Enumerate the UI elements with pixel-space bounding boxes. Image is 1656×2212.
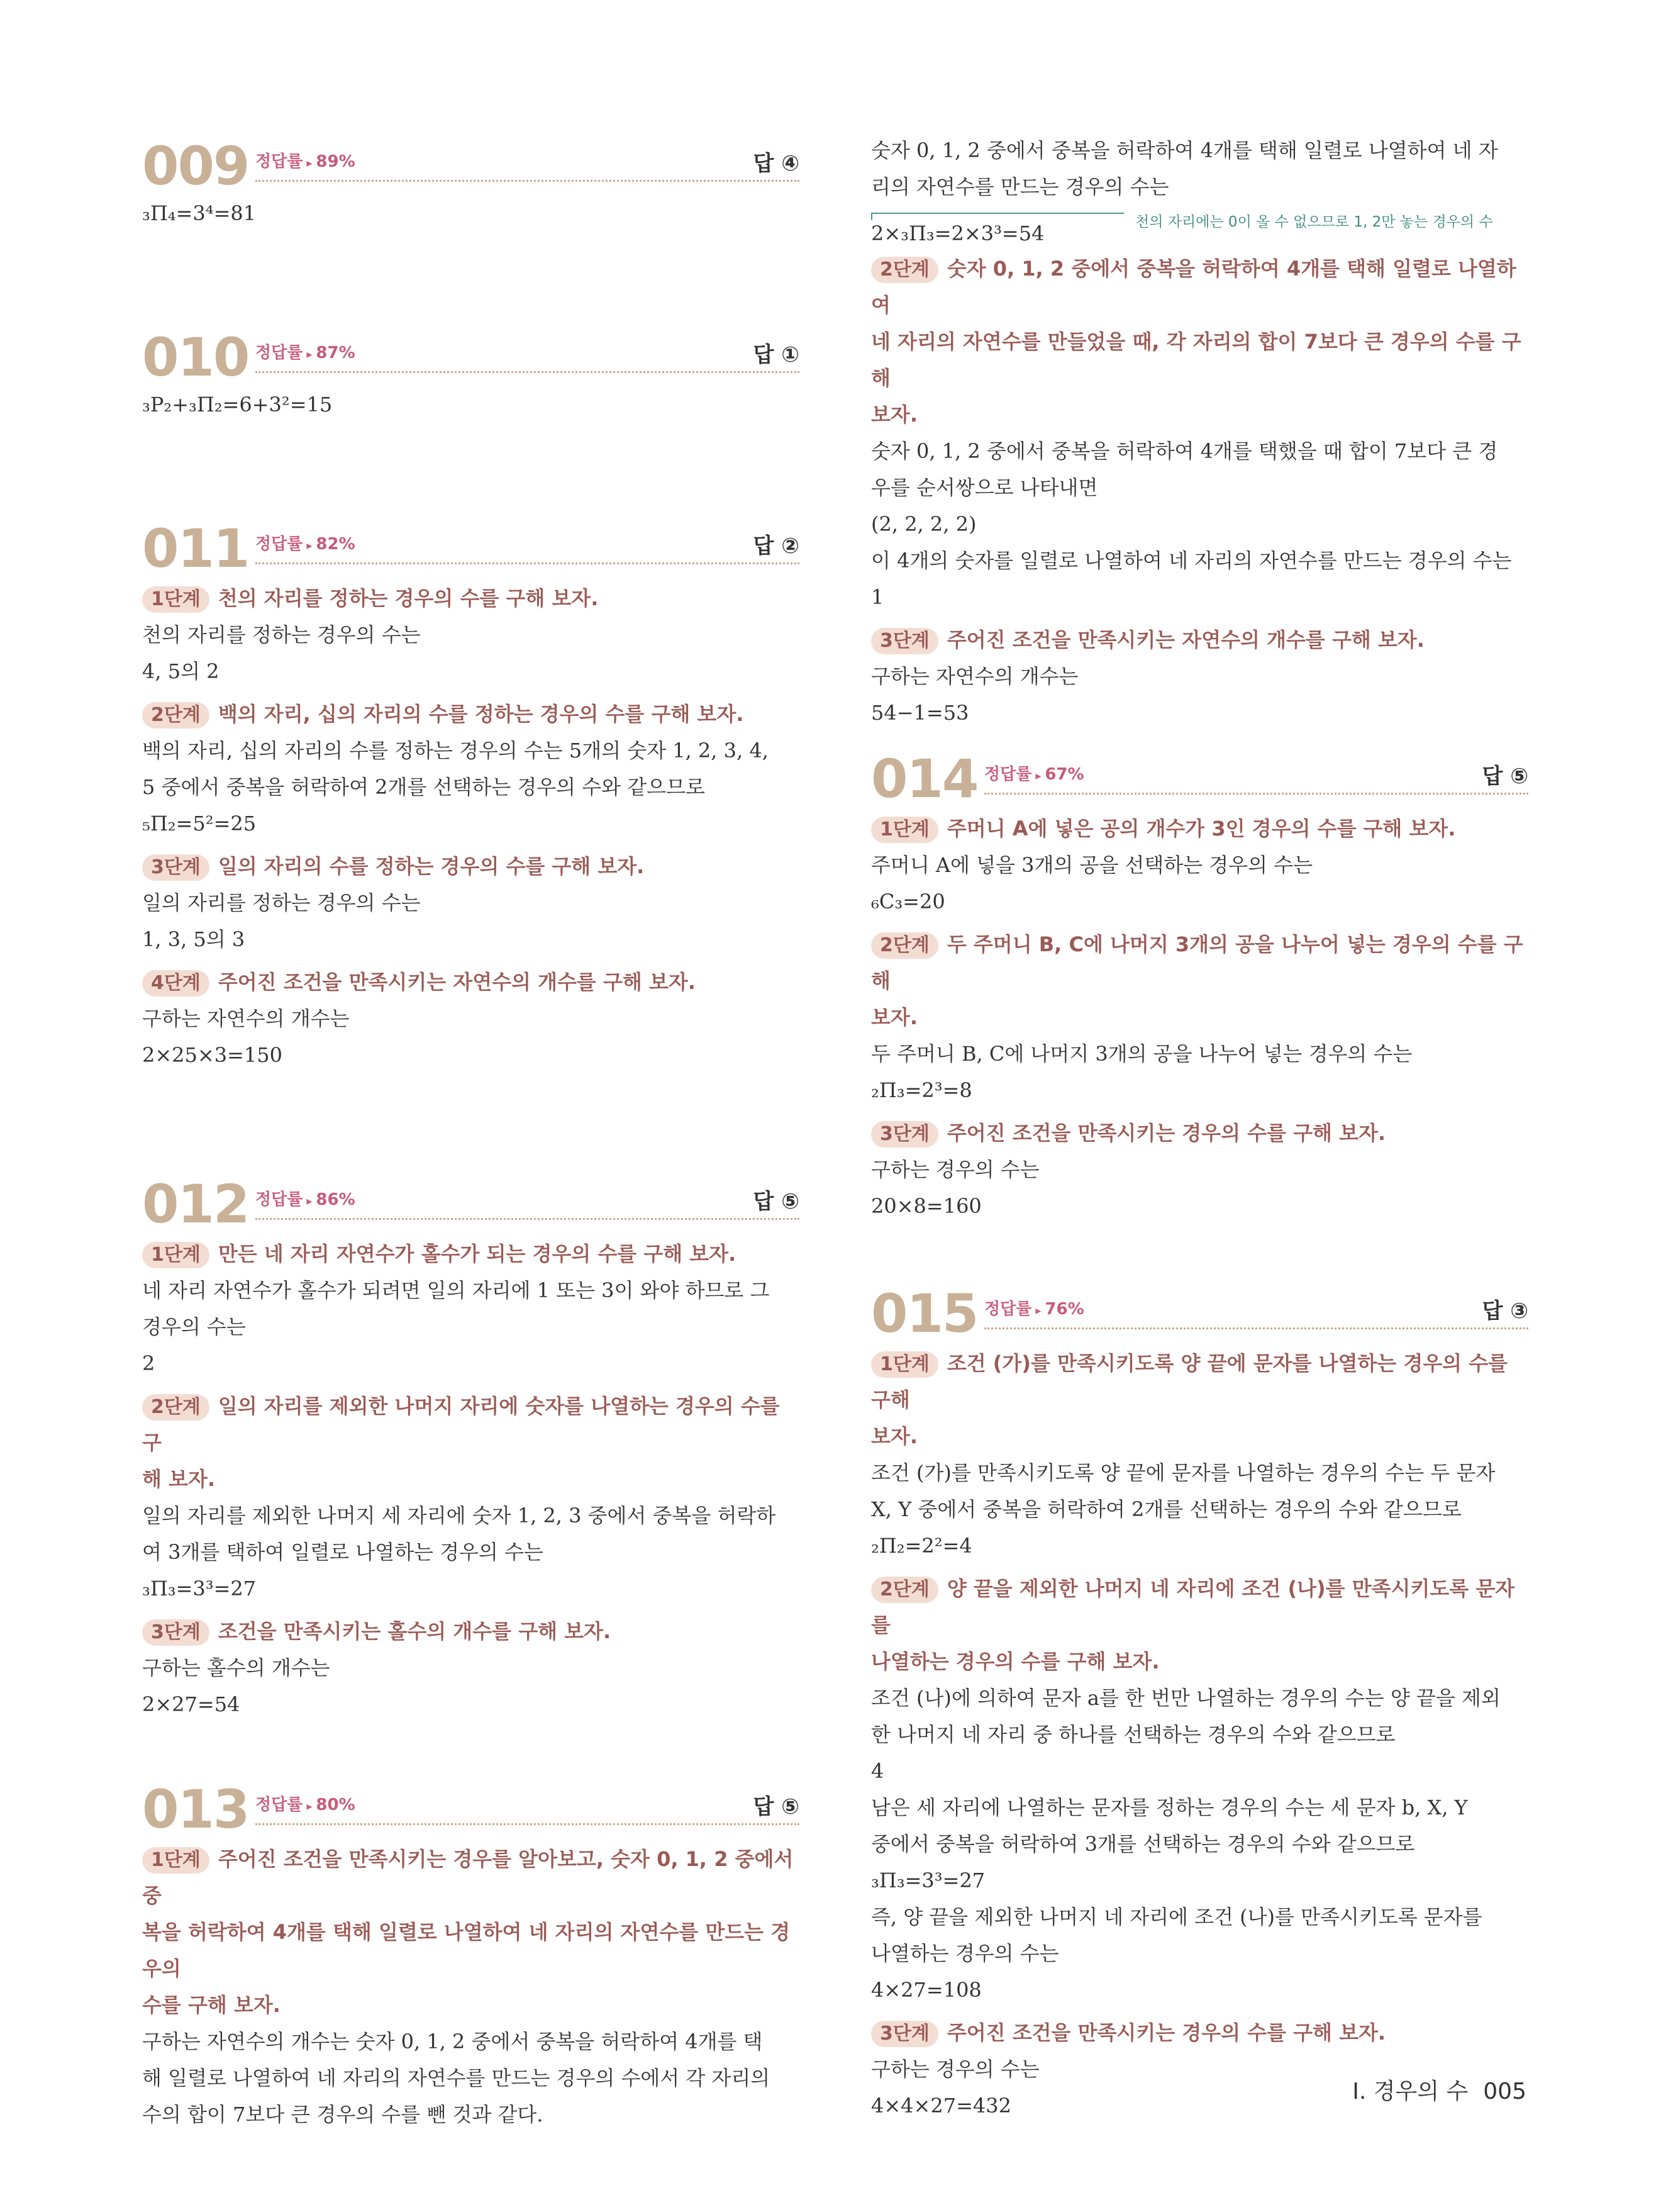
solution-line: 1 [871, 585, 884, 609]
solution-line: 백의 자리, 십의 자리의 수를 정하는 경우의 수는 5개의 숫자 1, 2, 3, 4, [142, 739, 769, 762]
step-heading: 3단계 주어진 조건을 만족시키는 자연수의 개수를 구해 보자. [871, 622, 1528, 658]
dotted-divider [255, 562, 799, 564]
step-heading: 2단계 일의 자리를 제외한 나머지 자리에 숫자를 나열하는 경우의 수를 구 [142, 1394, 780, 1455]
page-footer [1352, 2074, 1526, 2106]
solution-line: 우를 순서쌍으로 나타내면 [871, 476, 1098, 500]
correct-rate: 정답률 ▸ 80% [255, 1796, 355, 1814]
step-badge: 1단계 [142, 1242, 209, 1268]
solution-line: 2×₃Π₃=2×3³=54 [871, 221, 1045, 245]
problem-015 [871, 1282, 1528, 2124]
solution-line: 1, 3, 5의 3 [142, 927, 245, 951]
step-heading-cont: 나열하는 경우의 수를 구해 보자. [871, 1650, 1160, 1673]
step-badge: 1단계 [142, 586, 209, 613]
step-badge: 1단계 [871, 1351, 938, 1378]
solution-line: 남은 세 자리에 나열하는 문자를 정하는 경우의 수는 세 문자 b, X, Y [871, 1796, 1468, 1819]
correct-rate: 정답률 ▸ 67% [984, 765, 1084, 784]
dotted-divider [255, 180, 799, 182]
step-heading: 1단계 조건 (가)를 만족시키도록 양 끝에 문자를 나열하는 경우의 수를 구해 [871, 1351, 1508, 1412]
solution-line: 2 [142, 1351, 155, 1375]
step-heading: 2단계 숫자 0, 1, 2 중에서 중복을 허락하여 4개를 택해 일렬로 나열하여 [871, 257, 1516, 317]
step-heading-cont: 보자. [871, 1005, 918, 1029]
solution-line: 구하는 자연수의 개수는 숫자 0, 1, 2 중에서 중복을 허락하여 4개를 택 [142, 2030, 763, 2053]
solution-line: ₂Π₃=2³=8 [871, 1078, 972, 1102]
solution-line: 두 주머니 B, C에 나머지 3개의 공을 나누어 넣는 경우의 수는 [871, 1042, 1413, 1066]
chapter-title: I. 경우의 수 [1352, 2079, 1469, 2104]
dotted-divider [984, 1327, 1528, 1329]
problem-013-continued [871, 132, 1528, 731]
solution-line: 일의 자리를 정하는 경우의 수는 [142, 891, 421, 915]
solution-line: (2, 2, 2, 2) [871, 512, 977, 536]
step-heading: 1단계 천의 자리를 정하는 경우의 수를 구해 보자. [142, 580, 799, 617]
solution-line: 일의 자리를 제외한 나머지 세 자리에 숫자 1, 2, 3 중에서 중복을 허락하 [142, 1504, 776, 1528]
answer-label: 답 ⑤ [1482, 764, 1528, 789]
problem-header [871, 747, 1528, 810]
solution-line: ₃Π₃=3³=27 [142, 1577, 257, 1600]
answer-label: 답 ③ [1482, 1299, 1528, 1324]
step-heading-cont: 보자. [871, 403, 918, 427]
answer-label: 답 ⑤ [753, 1794, 799, 1819]
step-badge: 3단계 [871, 1121, 938, 1148]
step-heading: 4단계 주어진 조건을 만족시키는 자연수의 개수를 구해 보자. [142, 964, 799, 1000]
problem-header [871, 1282, 1528, 1345]
solution-line: 2×25×3=150 [142, 1043, 282, 1067]
step-badge: 2단계 [142, 1394, 209, 1421]
step-heading: 3단계 조건을 만족시키는 홀수의 개수를 구해 보자. [142, 1613, 799, 1650]
solution-line: 4, 5의 2 [142, 659, 220, 683]
step-heading: 3단계 주어진 조건을 만족시키는 경우의 수를 구해 보자. [871, 2014, 1528, 2051]
correct-rate: 정답률 ▸ 82% [255, 535, 355, 554]
solution-line: 20×8=160 [871, 1194, 982, 1218]
problem-number: 014 [871, 748, 978, 810]
correct-rate: 정답률 ▸ 86% [255, 1190, 355, 1209]
solution-line: 나열하는 경우의 수는 [871, 1941, 1059, 1965]
solution-line: 주머니 A에 넣을 3개의 공을 선택하는 경우의 수는 [871, 853, 1313, 877]
solution-line: 4×4×27=432 [871, 2094, 1011, 2118]
correct-rate: 정답률 ▸ 76% [984, 1300, 1084, 1319]
solution-line: 2×27=54 [142, 1692, 240, 1716]
dotted-divider [255, 371, 799, 373]
solution-line: 천의 자리를 정하는 경우의 수는 [142, 623, 421, 647]
problem-header [142, 135, 799, 198]
step-badge: 1단계 [871, 817, 938, 843]
step-heading: 2단계 두 주머니 B, C에 나머지 3개의 공을 나누어 넣는 경우의 수를 구해 [871, 932, 1523, 993]
problem-header [142, 1778, 799, 1841]
solution-line: 구하는 자연수의 개수는 [871, 664, 1079, 688]
dotted-divider [984, 793, 1528, 795]
answer-label: 답 ① [753, 342, 799, 367]
page-number: 005 [1483, 2079, 1526, 2104]
step-badge: 4단계 [142, 970, 209, 997]
solution-line: 리의 자연수를 만드는 경우의 수는 [871, 175, 1169, 199]
step-heading-cont: 네 자리의 자연수를 만들었을 때, 각 자리의 합이 7보다 큰 경우의 수를 구해 [871, 330, 1521, 390]
problem-number: 013 [142, 1779, 249, 1840]
solution-line: 4×27=108 [871, 1978, 982, 2002]
step-badge: 2단계 [871, 1577, 938, 1603]
problem-014 [871, 747, 1528, 1224]
solution-line: 네 자리 자연수가 홀수가 되려면 일의 자리에 1 또는 3이 와야 하므로 그 [142, 1278, 770, 1302]
step-heading: 2단계 백의 자리, 십의 자리의 수를 정하는 경우의 수를 구해 보자. [142, 696, 799, 732]
step-badge: 2단계 [871, 932, 938, 959]
answer-label: 답 ⑤ [753, 1189, 799, 1214]
step-badge: 2단계 [871, 257, 938, 283]
solution-line: ₃P₂+₃Π₂=6+3²=15 [142, 393, 333, 416]
problem-header [142, 326, 799, 389]
annotation-note: 천의 자리에는 0이 올 수 없으므로 1, 2만 놓는 경우의 수 [1135, 214, 1493, 230]
solution-line: 숫자 0, 1, 2 중에서 중복을 허락하여 4개를 택했을 때 합이 7보다 큰 경 [871, 439, 1498, 463]
problem-header [142, 517, 799, 580]
solution-line: ₆C₃=20 [871, 890, 945, 913]
step-badge: 3단계 [142, 1619, 209, 1646]
step-badge: 3단계 [142, 854, 209, 881]
problem-number: 009 [142, 135, 249, 197]
solution-line: 수의 합이 7보다 큰 경우의 수를 뺀 것과 같다. [142, 2103, 543, 2126]
problem-013 [142, 1778, 799, 2133]
step-heading: 3단계 주어진 조건을 만족시키는 경우의 수를 구해 보자. [871, 1115, 1528, 1151]
step-heading: 3단계 일의 자리의 수를 정하는 경우의 수를 구해 보자. [142, 848, 799, 885]
solution-line: 5 중에서 중복을 허락하여 2개를 선택하는 경우의 수와 같으므로 [142, 775, 705, 799]
step-heading: 1단계 주머니 A에 넣은 공의 개수가 3인 경우의 수를 구해 보자. [871, 810, 1528, 847]
step-badge: 3단계 [871, 2021, 938, 2047]
answer-label: 답 ④ [753, 151, 799, 176]
step-heading-cont: 수를 구해 보자. [142, 1993, 281, 2017]
solution-line: X, Y 중에서 중복을 허락하여 2개를 선택하는 경우의 수와 같으므로 [871, 1497, 1462, 1521]
solution-line: 경우의 수는 [142, 1315, 246, 1339]
annotated-expression [871, 205, 1528, 245]
solution-line: ₂Π₂=2²=4 [871, 1534, 972, 1558]
problem-number: 011 [142, 518, 249, 579]
solution-line: 해 일렬로 나열하여 네 자리의 자연수를 만드는 경우의 수에서 각 자리의 [142, 2066, 770, 2090]
solution-line: ₃Π₃=3³=27 [871, 1868, 986, 1892]
step-heading-cont: 해 보자. [142, 1467, 216, 1491]
solution-line: 한 나머지 네 자리 중 하나를 선택하는 경우의 수와 같으므로 [871, 1723, 1396, 1746]
dotted-divider [255, 1218, 799, 1220]
correct-rate: 정답률 ▸ 89% [255, 152, 355, 171]
step-badge: 1단계 [142, 1847, 209, 1874]
problem-011 [142, 517, 799, 1073]
solution-line: 즉, 양 끝을 제외한 나머지 네 자리에 조건 (나)를 만족시키도록 문자를 [871, 1905, 1482, 1929]
solution-line: 구하는 경우의 수는 [871, 2057, 1040, 2081]
solution-line: 중에서 중복을 허락하여 3개를 선택하는 경우의 수와 같으므로 [871, 1832, 1415, 1856]
step-badge: 2단계 [142, 702, 209, 729]
step-heading-cont: 복을 허락하여 4개를 택해 일렬로 나열하여 네 자리의 자연수를 만드는 경우의 [142, 1920, 791, 1980]
answer-label: 답 ② [753, 533, 799, 559]
problem-number: 012 [142, 1173, 249, 1235]
problem-header [142, 1173, 799, 1236]
solution-line: 4 [871, 1759, 884, 1783]
correct-rate: 정답률 ▸ 87% [255, 344, 355, 362]
solution-line: 조건 (나)에 의하여 문자 a를 한 번만 나열하는 경우의 수는 양 끝을 제외 [871, 1686, 1501, 1710]
solution-line: 조건 (가)를 만족시키도록 양 끝에 문자를 나열하는 경우의 수는 두 문자 [871, 1461, 1496, 1485]
step-heading: 1단계 만든 네 자리 자연수가 홀수가 되는 경우의 수를 구해 보자. [142, 1236, 799, 1272]
solution-line: 구하는 홀수의 개수는 [142, 1656, 330, 1680]
step-heading: 1단계 주어진 조건을 만족시키는 경우를 알아보고, 숫자 0, 1, 2 중에서 중 [142, 1847, 794, 1908]
step-badge: 3단계 [871, 628, 938, 654]
problem-009 [142, 135, 799, 232]
problem-010 [142, 326, 799, 423]
problem-012 [142, 1173, 799, 1723]
solution-line: 숫자 0, 1, 2 중에서 중복을 허락하여 4개를 택해 일렬로 나열하여 네 자 [871, 138, 1498, 162]
step-heading-cont: 보자. [871, 1424, 918, 1448]
solution-line: ₅Π₂=5²=25 [142, 812, 257, 835]
problem-number: 010 [142, 327, 249, 388]
solution-line: 구하는 경우의 수는 [871, 1158, 1040, 1181]
problem-number: 015 [871, 1283, 978, 1344]
solution-line: 54−1=53 [871, 701, 969, 725]
step-heading: 2단계 양 끝을 제외한 나머지 네 자리에 조건 (나)를 만족시키도록 문자를 [871, 1577, 1515, 1637]
solution-line: ₃Π₄=3⁴=81 [142, 201, 257, 225]
solution-line: 이 4개의 숫자를 일렬로 나열하여 네 자리의 자연수를 만드는 경우의 수는 [871, 549, 1512, 573]
solution-line: 구하는 자연수의 개수는 [142, 1007, 350, 1031]
dotted-divider [255, 1823, 799, 1825]
solution-line: 여 3개를 택하여 일렬로 나열하는 경우의 수는 [142, 1540, 543, 1564]
